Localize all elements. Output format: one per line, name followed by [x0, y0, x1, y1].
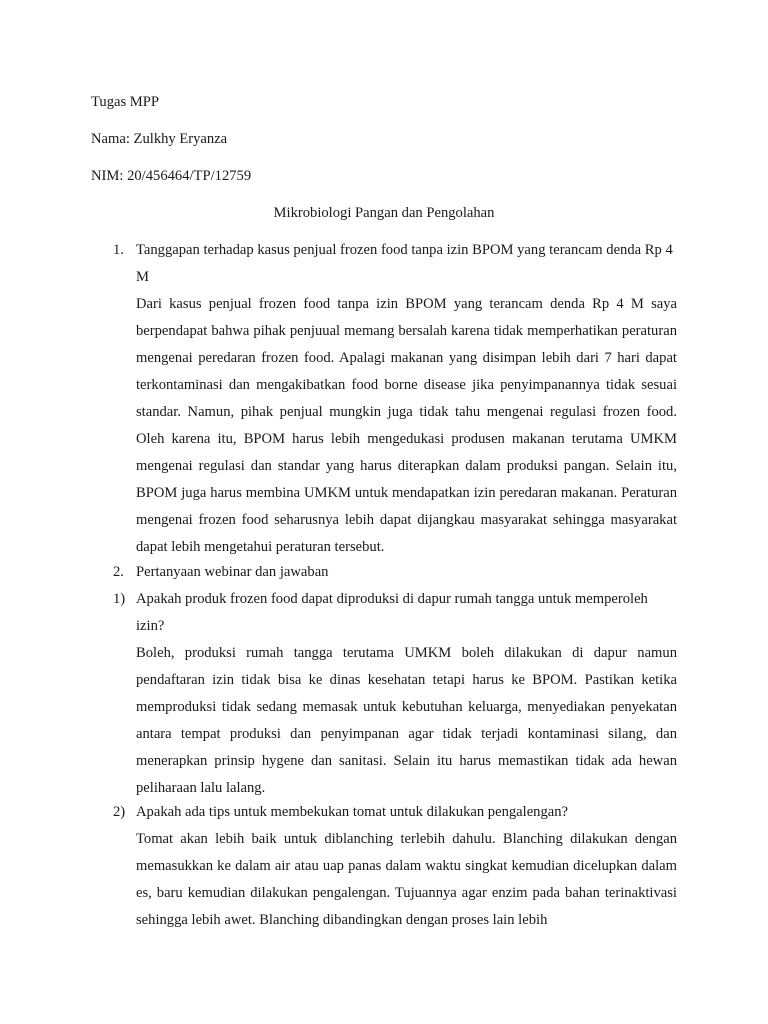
list-item [91, 799, 677, 934]
question-text: Apakah ada tips untuk membekukan tomat untuk dilakukan pengalengan? [136, 804, 569, 820]
student-name: Nama: Zulkhy Eryanza [91, 131, 228, 147]
document-title: Mikrobiologi Pangan dan Pengolahan [273, 205, 495, 221]
answer-text: Dari kasus penjual frozen food tanpa izin BPOM yang terancam denda Rp 4 M saya berpendapat bahwa pihak penjuual memang bersalah karena tidak memperhatikan peraturan mengenai peredaran frozen food. Apalagi makanan yang disimpan lebih dari 7 hari dapat terkontaminasi dan mengakibatkan food borne disease jika penyimpanannya tidak sesuai standar. Namun, pihak penjual mungkin juga tidak tahu mengenai regulasi frozen food. Oleh karena itu, BPOM harus lebih mengedukasi produsen makanan terutama UMKM mengenai regulasi dan standar yang harus diterapkan dalam produksi pangan. Selain itu, BPOM juga harus membina UMKM untuk mendapatkan izin peredaran makanan. Peraturan mengenai frozen food seharusnya lebih dapat dijangkau masyarakat sehingga masyarakat dapat lebih mengetahui peraturan tersebut. [136, 296, 677, 555]
list-item [91, 237, 677, 561]
question-text: Apakah produk frozen food dapat diproduksi di dapur rumah tangga untuk memperoleh izin? [136, 591, 648, 634]
student-nim: NIM: 20/456464/TP/12759 [91, 168, 252, 184]
list-marker: 2) [113, 804, 126, 820]
section-heading: Pertanyaan webinar dan jawaban [136, 564, 329, 580]
list-marker: 1. [113, 242, 124, 258]
list-marker: 1) [113, 591, 126, 607]
answer-text: Boleh, produksi rumah tangga terutama UMKM boleh dilakukan di dapur namun pendaftaran izin tidak bisa ke dinas kesehatan tetapi harus ke BPOM. Pastikan ketika memproduksi tidak sedang memasak untuk kebutuhan keluarga, menyediakan penyekatan antara tempat produksi dan penyimpanan agar tidak terjadi kontaminasi silang, dan menerapkan prinsip hygene dan sanitasi. Selain itu harus memastikan tidak ada hewan peliharaan lalu lalang. [136, 645, 677, 796]
list-item [91, 586, 677, 802]
list-item [91, 559, 677, 586]
list-marker: 2. [113, 564, 124, 580]
answer-text: Tomat akan lebih baik untuk diblanching terlebih dahulu. Blanching dilakukan dengan memasukkan ke dalam air atau uap panas dalam waktu singkat kemudian dicelupkan dalam es, baru kemudian dilakukan pengalengan. Tujuannya agar enzim pada bahan terinaktivasi sehingga lebih awet. Blanching dibandingkan dengan proses lain lebih [136, 831, 677, 928]
assignment-label: Tugas MPP [91, 94, 160, 110]
question-text: Tanggapan terhadap kasus penjual frozen food tanpa izin BPOM yang terancam denda Rp 4 M [136, 242, 673, 285]
